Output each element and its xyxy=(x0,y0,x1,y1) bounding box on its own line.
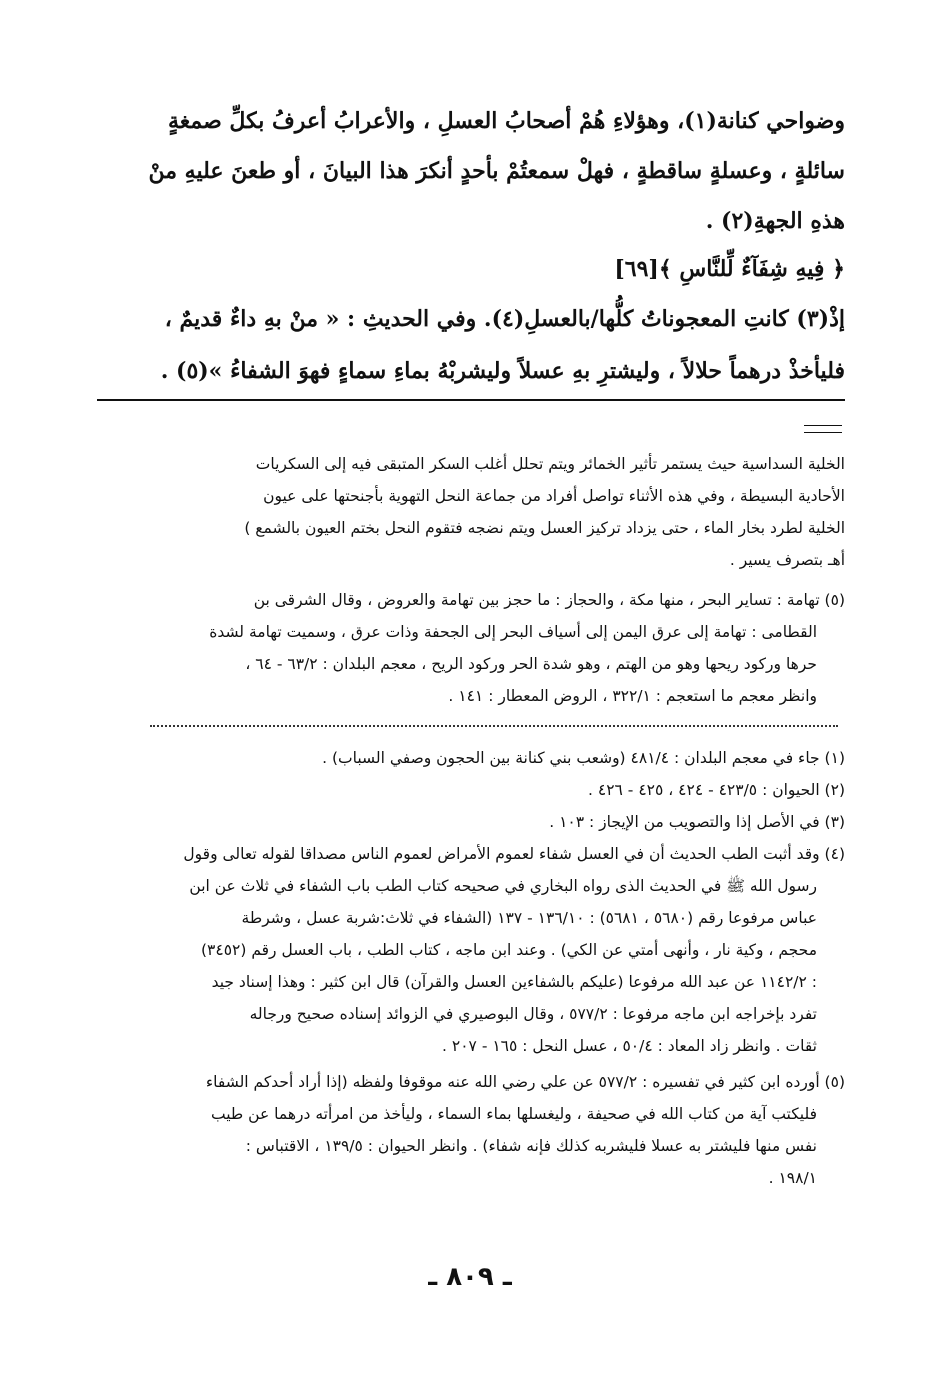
footnote-4-line-7: ثقات . وانظر زاد المعاد : ٥٠/٤ ، عسل النحل : ١٦٥ - ٢٠٧ . xyxy=(442,1037,817,1055)
footnote-separator-bottom xyxy=(804,432,842,433)
previous-footnote-5-line-4: وانظر معجم ما استعجم : ٣٢٢/١ ، الروض المعطار : ١٤١ . xyxy=(448,687,817,705)
previous-footnote-5-line-3: حرها وركود ريحها وهو من الهتم ، وهو شدة الحر وركود الريح ، معجم البلدان : ٦٣/٢ - ٦٤ ، xyxy=(245,655,817,673)
footnote-5-line-4: ١٩٨/١ . xyxy=(768,1169,817,1187)
footnote-4-line-2: رسول الله ﷺ في الحديث الذى رواه البخاري في صحيحه كتاب الطب باب الشفاء في ثلاث عن ابن xyxy=(189,877,817,895)
footnote-2: (٢) الحيوان : ٤٢٣/٥ - ٤٢٤ ، ٤٢٥ - ٤٢٦ . xyxy=(588,781,845,799)
footnote-4-line-3: عباس مرفوعا رقم (٥٦٨٠ ، ٥٦٨١) : ١٣٦/١٠ - ١٣٧ (الشفاء في ثلاث:شربة عسل ، وشرطة xyxy=(241,909,817,927)
quran-verse: ﴿ فِيهِ شِفَآءٌ لِّلنَّاسِ ﴾[٦٩] xyxy=(614,256,845,282)
main-text-divider xyxy=(97,399,845,401)
main-text-line-3: هذهِ الجهةِ(٢) . xyxy=(705,208,845,234)
footnote-separator-top xyxy=(804,425,842,426)
footnote-1: (١) جاء في معجم البلدان : ٤٨١/٤ (وشعب بني كنانة بين الحجون وصفي السباب) . xyxy=(322,749,845,767)
previous-footnote-5-line-1: (٥) تهامة : تساير البحر ، منها مكة ، والحجاز : ما حجز بين تهامة والعروض ، وقال الشرقى بن xyxy=(253,591,845,609)
dotted-separator xyxy=(150,725,838,727)
main-text-line-2: سائلةٍ ، وعسلةٍ ساقطةٍ ، فهلْ سمعتُمْ بأحدٍ أنكرَ هذا البيانَ ، أو طعنَ عليهِ منْ xyxy=(148,158,845,184)
main-text-line-4: إذْ(٣) كانتِ المعجوناتُ كلُّها/بالعسلِ(٤). وفي الحديثِ : « منْ بهِ داءٌ قديمٌ ، xyxy=(164,306,845,332)
footnote-4-line-5: : ١١٤٢/٢ عن عبد الله مرفوعا (عليكم بالشفاءين العسل والقرآن) قال ابن كثير : وهذا إسناد جيد xyxy=(211,973,817,991)
main-text-line-1: وضواحي كنانة(١)، وهؤلاءِ هُمْ أصحابُ العسلِ ، والأعرابُ أعرفُ بكلِّ صمغةٍ xyxy=(167,108,845,134)
continued-footnote-line-4: أهـ بتصرف يسير . xyxy=(729,551,845,569)
footnote-5-line-1: (٥) أورده ابن كثير في تفسيره : ٥٧٧/٢ عن علي رضي الله عنه موقوفا ولفظه (إذا أراد أحدكم الشفاء xyxy=(205,1073,845,1091)
footnote-5-line-3: نفس منها فليشتر به عسلا فليشربه كذلك فإنه شفاء) . وانظر الحيوان : ١٣٩/٥ ، الاقتباس : xyxy=(245,1137,817,1155)
footnote-4-line-1: (٤) وقد أثبت الطب الحديث أن في العسل شفاء لعموم الأمراض لعموم الناس مصداقا لقوله تعالى وقول xyxy=(183,845,845,863)
main-text-line-5: فليأخذْ درهماً حلالاً ، وليشترِ بهِ عسلاً وليشربْهُ بماءِ سماءٍ فهوَ الشفاءُ »(٥) . xyxy=(160,358,845,384)
previous-footnote-5-line-2: القطامى : تهامة إلى عرق اليمن إلى أسياف البحر إلى الجحفة وذات عرق ، وسميت تهامة لشدة xyxy=(209,623,817,641)
footnote-4-line-4: محجم ، وكية نار ، وأنهى أمتي عن الكي) . وعند ابن ماجه ، كتاب الطب ، باب العسل رقم (٣٤٥٢) xyxy=(200,941,817,959)
footnote-3: (٣) في الأصل إذا والتصويب من الإيجاز : ١٠٣ . xyxy=(549,813,845,831)
continued-footnote-line-1: الخلية السداسية حيث يستمر تأثير الخمائر ويتم تحلل أغلب السكر المتبقى فيه إلى السكريات xyxy=(255,455,845,473)
footnote-4-line-6: تفرد بإخراجه ابن ماجه مرفوعا : ٥٧٧/٢ ، وقال البوصيري في الزوائد إسناده صحيح ورجاله xyxy=(249,1005,817,1023)
footnote-5-line-2: فليكتب آية من كتاب الله في صحيفة ، وليغسلها بماء السماء ، وليأخذ من امرأته درهما عن طيب xyxy=(211,1105,817,1123)
page-number: ـ ٨٠٩ ـ xyxy=(428,1262,512,1292)
continued-footnote-line-2: الأحادية البسيطة ، وفي هذه الأثناء تواصل أفراد من جماعة النحل التهوية بأجنحتها على عيون xyxy=(263,487,845,505)
continued-footnote-line-3: الخلية لطرد بخار الماء ، حتى يزداد تركيز العسل ويتم نضجه فتقوم النحل بختم العيون بالشمع ) xyxy=(244,519,845,537)
